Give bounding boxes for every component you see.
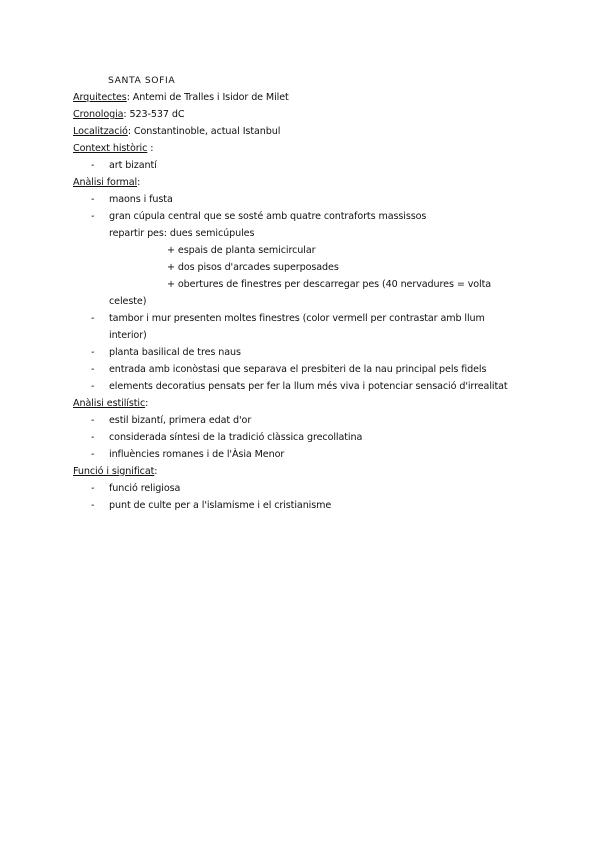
- list-item: [73, 446, 533, 463]
- list-item-text: art bizantí: [109, 160, 157, 171]
- list-item-text: elements decoratius pensats per fer la llum més viva i potenciar sensació d'irrealitat: [109, 381, 508, 392]
- architects-line: [73, 89, 533, 106]
- list-item-text: tambor i mur presenten moltes finestres (color vermell per contrastar amb llum: [109, 313, 485, 324]
- chronology-value: : 523-537 dC: [123, 109, 185, 120]
- architects-value: : Antemi de Tralles i Isidor de Milet: [126, 92, 289, 103]
- bullet-dash: -: [91, 211, 95, 222]
- sub-item: + dos pisos d'arcades superposades: [167, 262, 339, 273]
- formal-suffix: :: [137, 177, 141, 188]
- stylistic-label: Anàlisi estilístic: [73, 398, 146, 409]
- sub-item: + obertures de finestres per descarregar pes (40 nervadures = volta: [167, 279, 492, 290]
- architects-label: Arquitectes: [73, 92, 127, 103]
- list-item-text: entrada amb iconòstasi que separava el presbiteri de la nau principal pels fidels: [109, 364, 487, 375]
- list-item-text: funció religiosa: [109, 483, 181, 494]
- bullet-dash: -: [91, 194, 95, 205]
- list-item: [73, 310, 533, 327]
- chronology-label: Cronologia: [73, 109, 124, 120]
- bullet-dash: -: [91, 415, 95, 426]
- stylistic-heading: [73, 395, 533, 412]
- formal-heading: [73, 174, 533, 191]
- location-line: [73, 123, 533, 140]
- list-item-text: maons i fusta: [109, 194, 173, 205]
- list-item-text: punt de culte per a l'islamisme i el cristianisme: [109, 500, 332, 511]
- function-suffix: :: [154, 466, 158, 477]
- document-body: [73, 72, 533, 514]
- list-item: [73, 429, 533, 446]
- bullet-dash: -: [91, 347, 95, 358]
- chronology-line: [73, 106, 533, 123]
- list-item-text: estil bizantí, primera edat d'or: [109, 415, 252, 426]
- list-item-continuation: interior): [109, 330, 147, 341]
- bullet-dash: -: [91, 364, 95, 375]
- list-item-text: planta basilical de tres naus: [109, 347, 241, 358]
- list-item: [73, 191, 533, 208]
- list-item-text: influències romanes i de l'Àsia Menor: [109, 449, 285, 460]
- list-item: [73, 157, 533, 174]
- document-title: SANTA SOFIA: [108, 75, 176, 86]
- list-item: [73, 412, 533, 429]
- bullet-dash: -: [91, 160, 95, 171]
- bullet-dash: -: [91, 313, 95, 324]
- bullet-dash: -: [91, 449, 95, 460]
- bullet-dash: -: [91, 483, 95, 494]
- list-item: [73, 208, 533, 225]
- bullet-dash: -: [91, 381, 95, 392]
- sub-item-continuation: celeste): [109, 296, 147, 307]
- bullet-dash: -: [91, 500, 95, 511]
- formal-label: Anàlisi formal: [73, 177, 138, 188]
- function-heading: [73, 463, 533, 480]
- list-item: [73, 480, 533, 497]
- list-item: [73, 344, 533, 361]
- bullet-dash: -: [91, 432, 95, 443]
- list-item: [73, 361, 533, 378]
- stylistic-suffix: :: [145, 398, 149, 409]
- function-label: Funció i significat: [73, 466, 155, 477]
- sub-item: + espais de planta semicircular: [167, 245, 316, 256]
- context-label: Context històric: [73, 143, 148, 154]
- context-suffix: :: [147, 143, 154, 154]
- list-item-text: considerada síntesi de la tradició clàssica grecollatina: [109, 432, 363, 443]
- location-value: : Constantinoble, actual Istanbul: [127, 126, 281, 137]
- location-label: Localització: [73, 126, 128, 137]
- list-item-text: gran cúpula central que se sosté amb quatre contraforts massissos: [109, 211, 427, 222]
- list-item: [73, 378, 533, 395]
- context-heading: [73, 140, 533, 157]
- list-item-continuation: repartir pes: dues semicúpules: [109, 228, 255, 239]
- list-item: [73, 497, 533, 514]
